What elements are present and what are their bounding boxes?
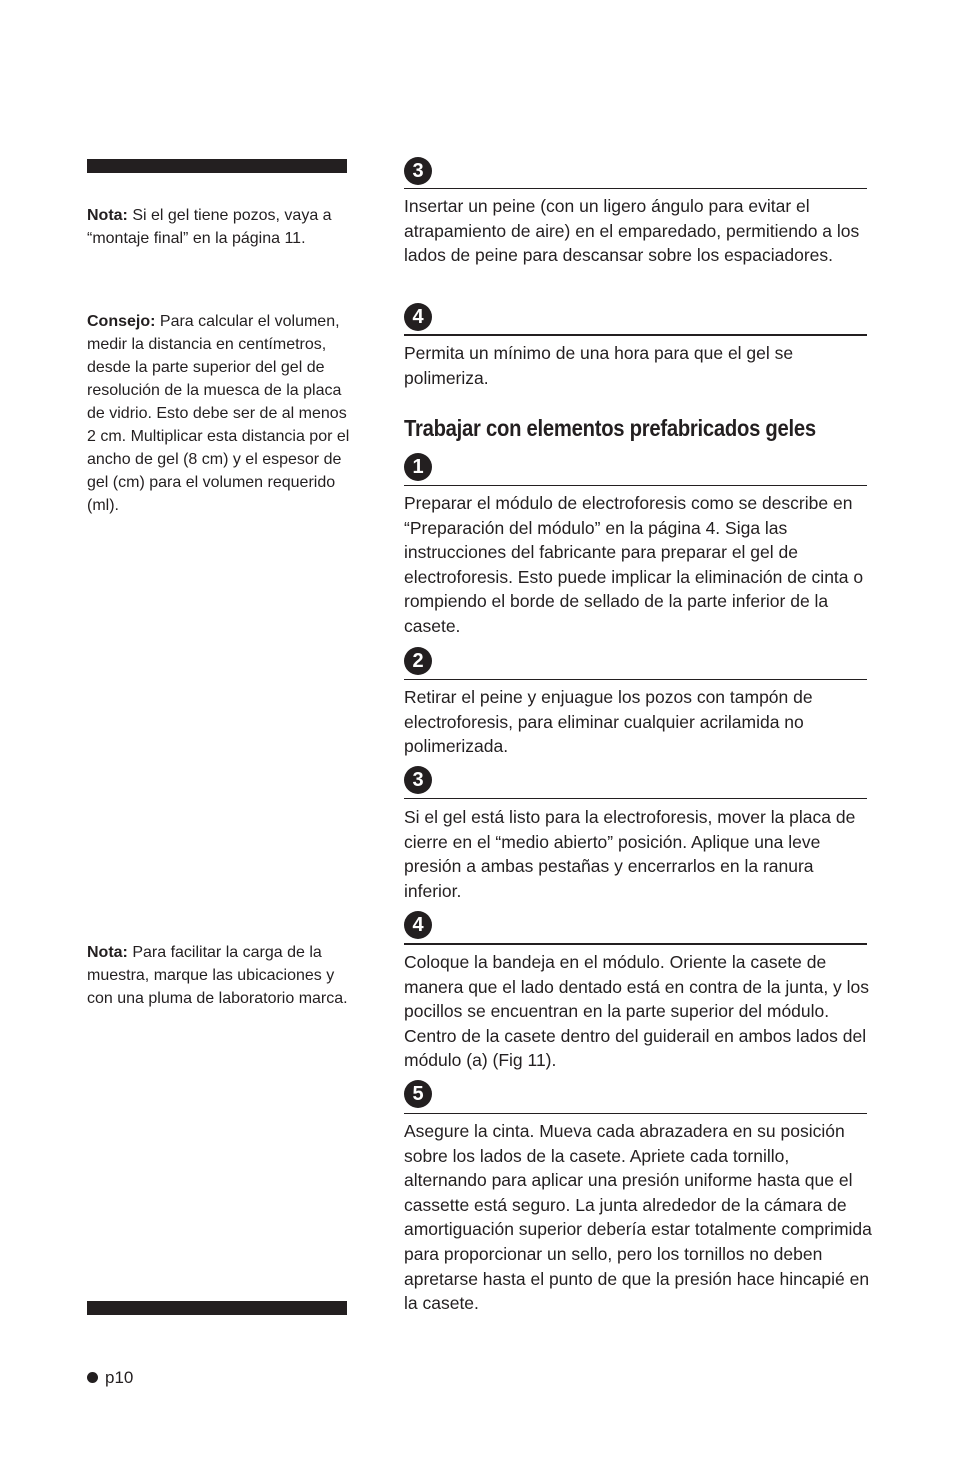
- section-step-4: [404, 911, 870, 1071]
- step-rule: [404, 1113, 867, 1114]
- section-step-1: [404, 453, 867, 636]
- note-label: Nota:: [87, 944, 128, 961]
- step-rule: [404, 943, 867, 945]
- note-text: Si el gel tiene pozos, vaya a “montaje final” en la página 11.: [87, 207, 332, 247]
- step-text: Si el gel está listo para la electroforesis, mover la placa de cierre en el “medio abierto” posición. Aplique una leve presión a ambas pestañas y encerrarlos en la ranura inferior.: [404, 807, 856, 901]
- section-step-2: [404, 647, 867, 757]
- step-number-icon: 4: [404, 911, 432, 939]
- step-number-icon: 2: [404, 647, 432, 675]
- step-3-top: [404, 157, 867, 266]
- page-number: p10: [105, 1368, 134, 1387]
- step-text: Preparar el módulo de electroforesis como se describe en “Preparación del módulo” en la página 4. Siga las instrucciones del fabricante para preparar el gel de electroforesis. Esto puede implicar la eliminación de cinta o rompiendo el borde de sellado de la parte inferior de la casete.: [404, 493, 864, 636]
- note-label: Nota:: [87, 207, 128, 224]
- tip-text: Para calcular el volumen, medir la distancia en centímetros, desde la parte superior del gel de resolución de la muesca de la placa de vidrio. Esto debe ser de al menos 2 cm. Multiplicar esta distancia por el ancho de gel (8 cm) y el espesor de gel (cm) para el volumen requerido (ml).: [87, 313, 350, 514]
- step-number-icon: 5: [404, 1080, 432, 1108]
- step-text: Coloque la bandeja en el módulo. Oriente la casete de manera que el lado dentado está en contra de la junta, y los pocillos se encuentran en la parte superior del módulo. Centro de la casete dentro del guiderail en ambos lados del módulo (a) (Fig 11).: [404, 952, 870, 1071]
- section-heading: Trabajar con elementos prefabricados geles: [404, 415, 816, 441]
- step-rule: [404, 485, 867, 486]
- tip-label: Consejo:: [87, 313, 156, 330]
- bullet-icon: [87, 1372, 98, 1383]
- step-number-icon: 1: [404, 453, 432, 481]
- step-text: Retirar el peine y enjuague los pozos con tampón de electroforesis, para eliminar cualquier acrilamida no polimerizada.: [404, 687, 813, 757]
- step-text: Permita un mínimo de una hora para que el gel se polimeriza.: [404, 343, 794, 388]
- section-step-3: [404, 766, 867, 901]
- step-number-icon: 4: [404, 303, 432, 331]
- step-4-top: [404, 303, 867, 388]
- section-step-5: [404, 1080, 872, 1314]
- step-number-icon: 3: [404, 766, 432, 794]
- step-text: Insertar un peine (con un ligero ángulo para evitar el atrapamiento de aire) en el emparedado, permitiendo a los lados de peine para descansar sobre los espaciadores.: [404, 196, 860, 266]
- step-number-icon: 3: [404, 157, 432, 185]
- step-rule: [404, 679, 867, 680]
- step-rule: [404, 334, 867, 336]
- page-footer: [87, 1367, 133, 1389]
- step-rule: [404, 798, 867, 799]
- sidebar-tip: [87, 310, 355, 517]
- note-text: Para facilitar la carga de la muestra, marque las ubicaciones y con una pluma de laboratorio marca.: [87, 944, 348, 1007]
- sidebar-bottom-bar: [87, 1301, 347, 1315]
- sidebar-top-bar: [87, 159, 347, 173]
- step-rule: [404, 188, 867, 189]
- sidebar-note-1: [87, 204, 355, 250]
- step-text: Asegure la cinta. Mueva cada abrazadera en su posición sobre los lados de la casete. Apriete cada tornillo, alternando para aplicar una presión uniforme hasta que el cassette está seguro. La junta alrededor de la cámara de amortiguación superior debería estar totalmente comprimida para proporcionar un sello, pero los tornillos no deben apretarse hasta el punto de que la presión hace hincapié en la casete.: [404, 1121, 872, 1314]
- sidebar-note-2: [87, 941, 355, 1010]
